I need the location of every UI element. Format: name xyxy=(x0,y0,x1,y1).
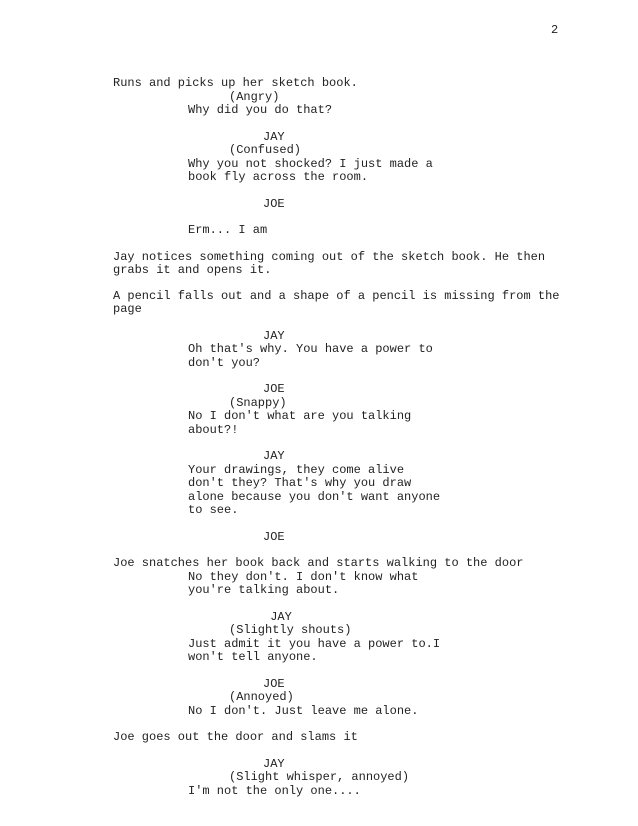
dialogue-line: No I don't. Just leave me alone. xyxy=(188,703,419,718)
dialogue-line: Why you not shocked? I just made a book fly across the room. xyxy=(188,156,433,184)
screenplay-body xyxy=(113,77,573,798)
action-line: Jay notices something coming out of the sketch book. He then grabs it and opens it. xyxy=(113,249,546,277)
dialogue-line: Your drawings, they come alive don't they? That's why you draw alone because you don't want anyone to see. xyxy=(188,462,441,517)
dialogue-line: I'm not the only one.... xyxy=(188,783,361,798)
dialogue-line: Why did you do that? xyxy=(188,103,333,117)
character-name: JOE xyxy=(263,196,285,211)
page-number: 2 xyxy=(551,23,559,37)
character-name: JAY xyxy=(263,449,285,463)
dialogue-line: No they don't. I don't know what you're talking about. xyxy=(188,569,419,597)
character-name: JOE xyxy=(263,529,285,544)
parenthetical: (Annoyed) xyxy=(229,690,294,704)
action-line: Joe goes out the door and slams it xyxy=(113,730,358,744)
action-line: Runs and picks up her sketch book. xyxy=(113,76,358,90)
dialogue-line: Erm... I am xyxy=(188,223,268,237)
character-name: JAY xyxy=(263,756,285,771)
action-line: Joe snatches her book back and starts walking to the door xyxy=(113,556,524,570)
dialogue-line: No I don't what are you talking about?! xyxy=(188,409,412,437)
character-name: JAY xyxy=(263,328,285,343)
character-name: JOE xyxy=(263,676,285,691)
parenthetical: (Slight whisper, annoyed) xyxy=(229,770,410,784)
character-name: JOE xyxy=(263,382,285,396)
parenthetical: (Angry) xyxy=(229,89,280,104)
parenthetical: (Slightly shouts) xyxy=(229,623,352,637)
dialogue-line: Just admit it you have a power to.I won't tell anyone. xyxy=(188,636,441,664)
action-line: A pencil falls out and a shape of a pencil is missing from the page xyxy=(113,288,560,316)
parenthetical: (Snappy) xyxy=(229,395,287,410)
character-name: JAY xyxy=(263,129,285,144)
dialogue-line: Oh that's why. You have a power to don't you? xyxy=(188,342,433,370)
parenthetical: (Confused) xyxy=(229,143,302,157)
character-name: JAY xyxy=(263,609,292,624)
